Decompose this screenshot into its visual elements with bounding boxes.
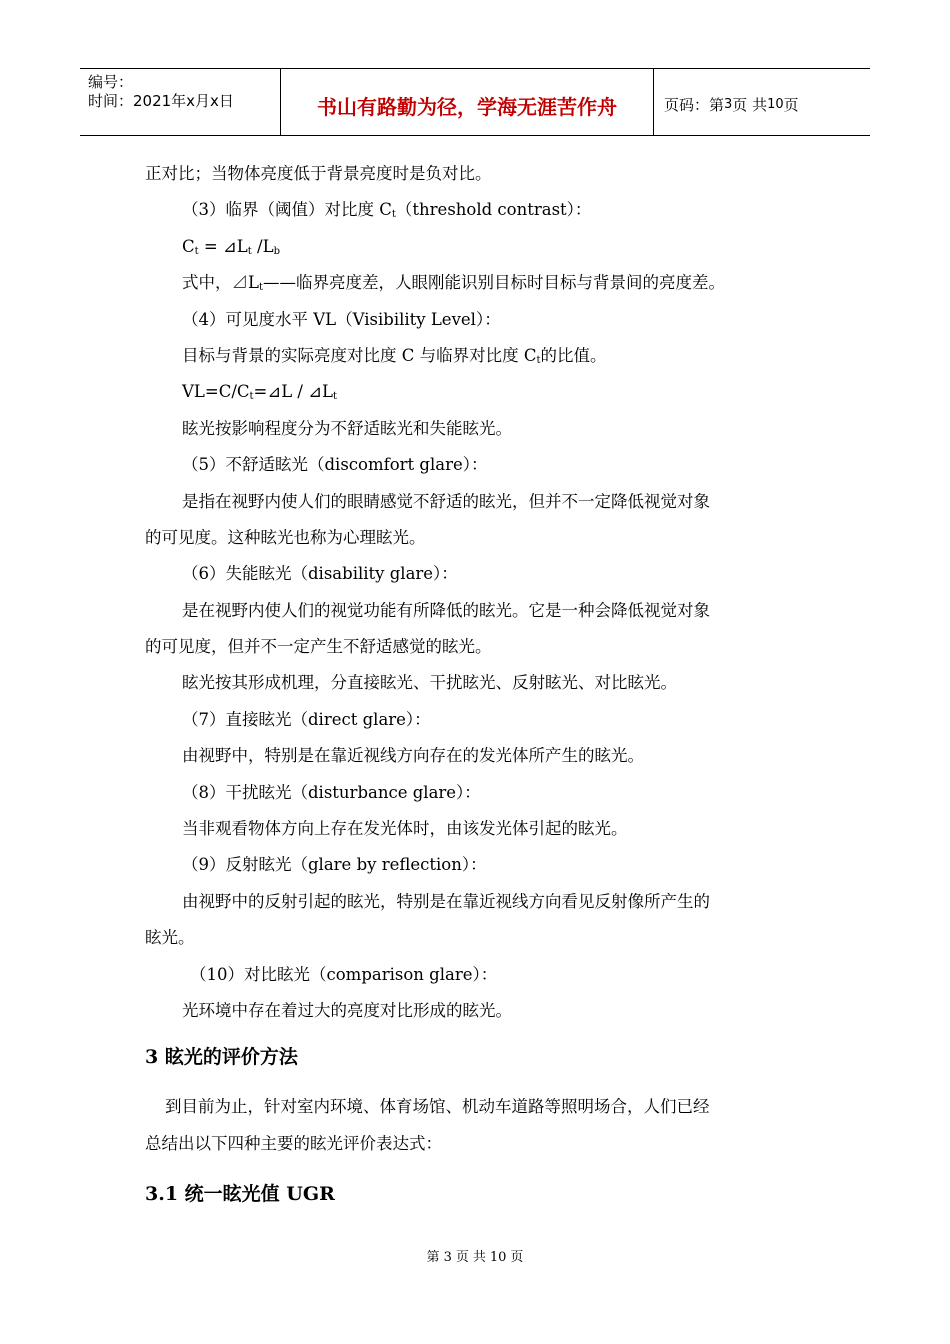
page-suffix: 页 <box>783 95 799 114</box>
subsection-heading: 3.1 统一眩光值 UGR <box>145 1183 335 1206</box>
text-line: （3）临界（阈值）对比度 $C_t(threshold$ contrast）： <box>182 200 592 221</box>
header-page-info <box>654 69 870 135</box>
time-label: 时间：2021年x月x日 <box>88 92 234 110</box>
footer-page-total: 10 <box>489 1250 507 1265</box>
text-line: 正对比；当物体亮度低于背景亮度时是负对比。 <box>145 164 492 183</box>
text-line: （6）失能眩光（disability glare）： <box>182 564 458 584</box>
text-line: （4）可见度水平 VL（Visibility Level）： <box>182 309 501 329</box>
text-line: 总结出以下四种主要的眩光评价表达式： <box>145 1133 442 1153</box>
text-line: 是指在视野内使人们的眼睛感觉不舒适的眩光，但并不一定降低视觉对象 <box>182 491 710 511</box>
header-meta <box>80 69 281 135</box>
number-label: 编号： <box>88 73 134 91</box>
text-line: 由视野中，特别是在靠近视线方向存在的发光体所产生的眩光。 <box>182 746 644 766</box>
page-prefix: 页码：第 <box>664 95 725 114</box>
text-line: （9）反射眩光（glare by reflection）： <box>182 855 487 875</box>
page-mid: 页 共 <box>732 95 768 114</box>
text-line: 到目前为止，针对室内环境、体育场馆、机动车道路等照明场合，人们已经 <box>165 1097 710 1117</box>
page-header <box>80 68 870 136</box>
text-line: （7）直接眩光（direct glare）： <box>182 709 431 729</box>
text-line: （5）不舒适眩光（discomfort glare）： <box>182 455 488 475</box>
text-line: 式中，$⊿L_t——$临界亮度差，人眼刚能识别目标时目标与背景间的亮度差。 <box>182 273 725 294</box>
text-line: 由视野中的反射引起的眩光，特别是在靠近视线方向看见反射像所产生的 <box>182 891 710 911</box>
text-line: 光环境中存在着过大的亮度对比形成的眩光。 <box>182 1000 512 1020</box>
document-body <box>145 156 810 1218</box>
text-line: （10）对比眩光（comparison glare）： <box>190 964 498 984</box>
header-motto: 书山有路勤为径，学海无涯苦作舟 <box>281 69 654 135</box>
page-number: 3 <box>724 96 733 112</box>
formula-line: $C_t$ = $⊿L_t$ $/L_b$ <box>182 236 280 257</box>
formula-line: $VL=C/C_t=⊿L$ / $⊿L_t$ <box>182 382 338 403</box>
text-line: 的可见度，但并不一定产生不舒适感觉的眩光。 <box>145 637 492 657</box>
text-line: 目标与背景的实际亮度对比度 C 与临界对比度 $C_t$的比值。 <box>182 345 607 366</box>
page-total: 10 <box>767 96 784 112</box>
text-line: （8）干扰眩光（disturbance glare）： <box>182 782 481 802</box>
text-line: 眩光按影响程度分为不舒适眩光和失能眩光。 <box>182 418 512 438</box>
section-heading: 3 眩光的评价方法 <box>145 1046 298 1069</box>
text-line: 眩光按其形成机理，分直接眩光、干扰眩光、反射眩光、对比眩光。 <box>182 673 677 693</box>
text-line: 是在视野内使人们的视觉功能有所降低的眩光。它是一种会降低视觉对象 <box>182 600 710 620</box>
text-line: 当非观看物体方向上存在发光体时，由该发光体引起的眩光。 <box>182 819 628 839</box>
footer-page-number: 3 <box>443 1250 452 1265</box>
text-line: 的可见度。这种眩光也称为心理眩光。 <box>145 527 426 547</box>
page-footer: 第 3 页 共 10 页 <box>426 1250 524 1265</box>
text-line: 眩光。 <box>145 928 195 948</box>
